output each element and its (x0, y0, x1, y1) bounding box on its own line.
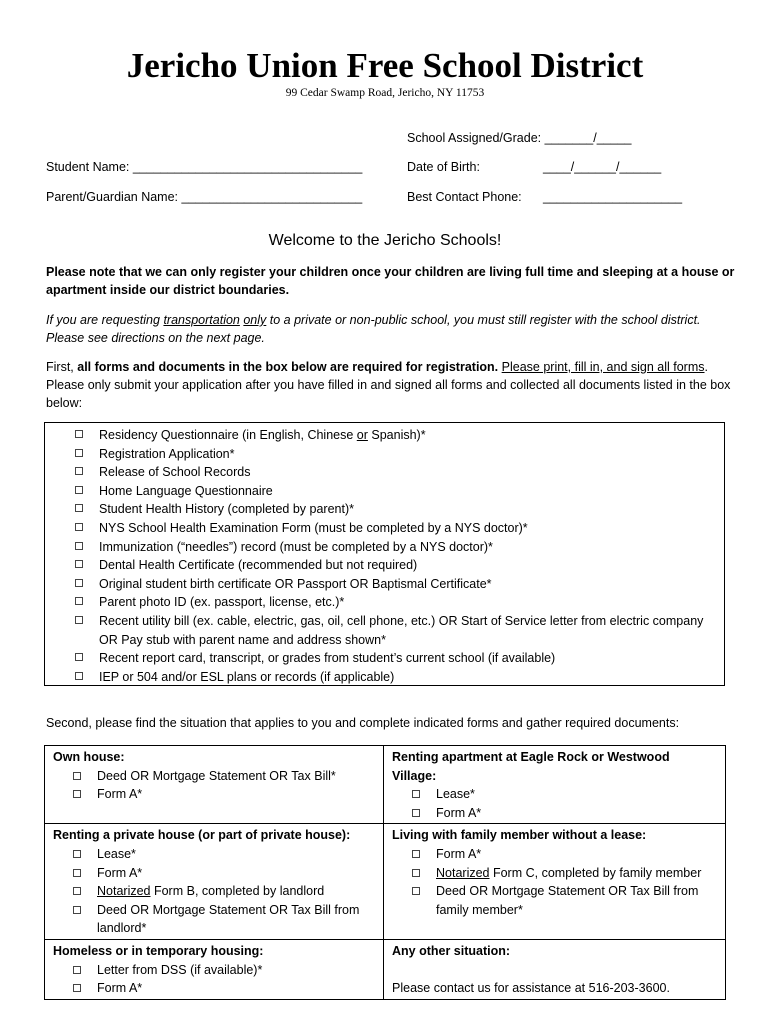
item-text: Recent utility bill (ex. cable, electric, gas, oil, cell phone, etc.) OR Start of Service letter from electric company OR Pay stub with parent name and address shown* (99, 613, 704, 647)
table-row (45, 824, 726, 940)
list-item[interactable] (75, 612, 715, 649)
welcome-heading: Welcome to the Jericho Schools! (268, 232, 502, 249)
transport-text-1: If you are requesting (46, 313, 164, 327)
dob-label: Date of Birth: (407, 160, 480, 174)
item-text-or: or (356, 428, 368, 442)
list-item[interactable] (75, 556, 715, 575)
list-item[interactable] (75, 649, 715, 668)
situation-list (392, 845, 717, 919)
list-item[interactable] (412, 785, 717, 804)
student-name-field[interactable]: Student Name: _________________________________ (46, 160, 363, 174)
checkbox-icon[interactable] (73, 966, 81, 974)
checkbox-icon[interactable] (412, 887, 420, 895)
checkbox-icon[interactable] (412, 809, 420, 817)
checkbox-icon[interactable] (412, 850, 420, 858)
situations-table (44, 745, 726, 1000)
item-text: Form C, completed by family member (489, 865, 702, 880)
situation-heading: Living with family member without a lease: (392, 828, 647, 843)
checkbox-icon[interactable] (75, 430, 83, 438)
first-underline: Please print, fill in, and sign all forms (501, 360, 705, 374)
checkbox-icon[interactable] (73, 906, 81, 914)
list-item[interactable] (75, 519, 715, 538)
transportation-note (46, 311, 736, 347)
situation-eagle-rock (384, 746, 726, 824)
required-documents-list (75, 426, 715, 686)
first-rest: . Please only submit your application after you have filled in and signed all forms and collected all documents listed in the box below: (46, 360, 731, 410)
situation-other (384, 939, 726, 999)
list-item[interactable] (73, 979, 375, 998)
item-text: Deed OR Mortgage Statement OR Tax Bill from family member* (436, 884, 699, 917)
transport-word-transportation: transportation (163, 313, 240, 327)
checkbox-icon[interactable] (73, 869, 81, 877)
list-item[interactable] (75, 426, 715, 445)
checkbox-icon[interactable] (75, 523, 83, 531)
item-text: Student Health History (completed by parent)* (99, 502, 354, 517)
checkbox-icon[interactable] (75, 616, 83, 624)
checkbox-icon[interactable] (412, 790, 420, 798)
checkbox-icon[interactable] (75, 542, 83, 550)
first-bold: all forms and documents in the box below are required for registration. (77, 360, 499, 374)
checkbox-icon[interactable] (75, 560, 83, 568)
item-text: Lease* (436, 787, 475, 802)
item-text: IEP or 504 and/or ESL plans or records (if applicable) (99, 669, 395, 684)
list-item[interactable] (73, 882, 375, 901)
checkbox-icon[interactable] (75, 486, 83, 494)
situation-family-member (384, 824, 726, 940)
list-item[interactable] (75, 445, 715, 464)
item-text: Home Language Questionnaire (99, 483, 273, 498)
list-item[interactable] (73, 901, 375, 938)
phone-label: Best Contact Phone: (407, 190, 522, 204)
item-text: Letter from DSS (if available)* (97, 962, 263, 977)
item-text: Original student birth certificate OR Passport OR Baptismal Certificate* (99, 576, 492, 591)
residency-notice: Please note that we can only register your children once your children are living full time and sleeping at a house or apartment inside our district boundaries. (46, 265, 735, 297)
item-text: Form B, completed by landlord (150, 884, 325, 899)
item-text: Form A* (97, 981, 143, 996)
situation-heading: Renting apartment at Eagle Rock or Westwood Village: (392, 750, 670, 783)
situation-list (53, 767, 375, 804)
situation-own-house (45, 746, 384, 824)
first-lead: First, (46, 360, 78, 374)
situation-heading: Any other situation: (392, 943, 511, 958)
checkbox-icon[interactable] (75, 504, 83, 512)
situation-heading: Homeless or in temporary housing: (53, 943, 264, 958)
list-item[interactable] (75, 482, 715, 501)
item-text: NYS School Health Examination Form (must be completed by a NYS doctor)* (99, 520, 528, 535)
list-item[interactable] (75, 668, 715, 687)
transport-text-3: to a private or non-public school, you must still register with the school district. Please see directions on the next page. (46, 313, 701, 345)
item-text: Parent photo ID (ex. passport, license, etc.)* (99, 595, 345, 610)
list-item[interactable] (75, 463, 715, 482)
checkbox-icon[interactable] (73, 772, 81, 780)
item-text: Form A* (436, 846, 482, 861)
item-text-notarized: Notarized (436, 865, 490, 880)
item-text: Residency Questionnaire (in English, Chinese (99, 428, 357, 442)
list-item[interactable] (75, 593, 715, 612)
checkbox-icon[interactable] (73, 887, 81, 895)
second-instructions: Second, please find the situation that applies to you and complete indicated forms and gather required documents: (46, 716, 680, 730)
list-item[interactable] (73, 961, 375, 980)
list-item[interactable] (412, 882, 717, 919)
checkbox-icon[interactable] (412, 869, 420, 877)
item-text: Release of School Records (99, 465, 251, 480)
table-row (45, 939, 726, 999)
checkbox-icon[interactable] (75, 579, 83, 587)
table-row (45, 746, 726, 824)
checkbox-icon[interactable] (75, 467, 83, 475)
checkbox-icon[interactable] (73, 850, 81, 858)
situation-renting-private (45, 824, 384, 940)
item-text-notarized: Notarized (97, 884, 151, 899)
item-text: Immunization (“needles”) record (must be completed by a NYS doctor)* (99, 539, 493, 554)
list-item[interactable] (412, 864, 717, 883)
checkbox-icon[interactable] (75, 449, 83, 457)
contact-text: Please contact us for assistance at 516-203-3600. (392, 980, 670, 995)
checkbox-icon[interactable] (75, 672, 83, 680)
dob-field[interactable]: ____/______/______ (543, 160, 662, 174)
item-text: Registration Application* (99, 446, 235, 461)
situation-heading: Own house: (53, 750, 125, 764)
situation-list (392, 785, 717, 822)
item-text: Dental Health Certificate (recommended but not required) (99, 558, 418, 573)
phone-field[interactable]: ____________________ (543, 190, 683, 204)
district-title: Jericho Union Free School District (126, 46, 644, 85)
list-item[interactable] (412, 845, 717, 864)
parent-name-field[interactable]: Parent/Guardian Name: __________________________ (46, 190, 363, 204)
list-item[interactable] (75, 500, 715, 519)
item-text: Deed OR Mortgage Statement OR Tax Bill* (97, 768, 336, 783)
list-item[interactable] (75, 538, 715, 557)
list-item[interactable] (412, 804, 717, 823)
checkbox-icon[interactable] (75, 597, 83, 605)
required-documents-box (44, 422, 725, 686)
transport-word-only: only (243, 313, 267, 327)
list-item[interactable] (73, 767, 375, 786)
item-text: Form A* (97, 787, 143, 802)
item-text: Lease* (97, 846, 136, 861)
district-address: 99 Cedar Swamp Road, Jericho, NY 11753 (285, 87, 485, 99)
school-grade-field[interactable]: School Assigned/Grade: _______/_____ (407, 131, 632, 145)
checkbox-icon[interactable] (75, 653, 83, 661)
item-text: Form A* (97, 865, 143, 880)
item-text: Deed OR Mortgage Statement OR Tax Bill from landlord* (97, 902, 360, 936)
situation-heading: Renting a private house (or part of private house): (53, 828, 351, 843)
list-item[interactable] (73, 785, 375, 804)
item-text: Spanish)* (367, 428, 426, 442)
list-item[interactable] (75, 575, 715, 594)
checkbox-icon[interactable] (73, 790, 81, 798)
first-instructions (46, 358, 736, 412)
situation-list (53, 845, 375, 938)
situation-homeless (45, 939, 384, 999)
list-item[interactable] (73, 864, 375, 883)
checkbox-icon[interactable] (73, 984, 81, 992)
list-item[interactable] (73, 845, 375, 864)
item-text: Form A* (436, 805, 482, 820)
item-text: Recent report card, transcript, or grades from student’s current school (if available) (99, 651, 556, 666)
situation-list (53, 961, 375, 998)
